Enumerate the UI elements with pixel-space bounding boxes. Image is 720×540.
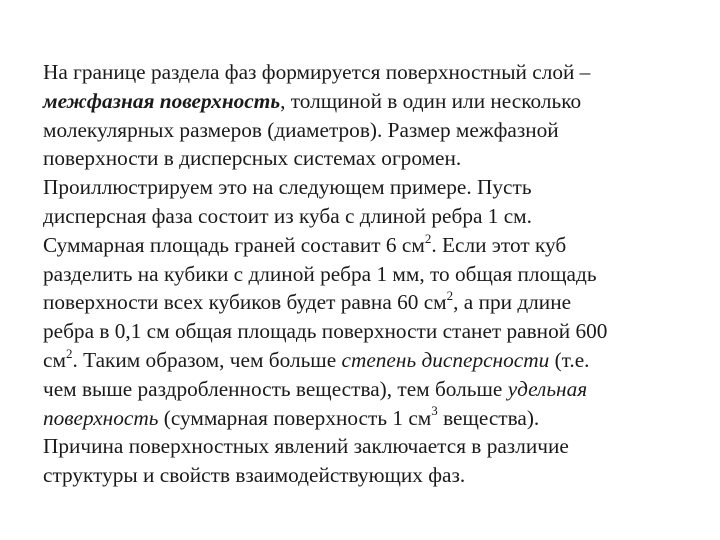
text-run: поверхности всех кубиков будет равна 60 см bbox=[43, 290, 447, 315]
text-run: поверхности в дисперсных системах огромен. bbox=[43, 146, 462, 171]
text-line bbox=[43, 461, 693, 490]
text-line bbox=[43, 144, 693, 173]
text-run: , а при длине bbox=[453, 290, 572, 315]
text-run: На границе раздела фаз формируется поверхностный слой – bbox=[43, 60, 591, 84]
text-run: вещества). bbox=[437, 405, 540, 430]
text-run: дисперсная фаза состоит из куба с длиной ребра 1 см. bbox=[43, 203, 532, 228]
text-line bbox=[43, 288, 693, 317]
text-run: . Таким образом, чем больше bbox=[72, 347, 342, 372]
text-run: Проиллюстрируем это на следующем примере. Пусть bbox=[43, 175, 532, 200]
text-run: , толщиной в один или несколько bbox=[280, 88, 582, 113]
text-line bbox=[43, 202, 693, 231]
text-run: разделить на кубики с длиной ребра 1 мм, то общая площадь bbox=[43, 261, 597, 286]
text-line bbox=[43, 432, 693, 461]
text-run: ребра в 0,1 см общая площадь поверхности станет равной 600 bbox=[43, 319, 608, 344]
term-surface: поверхность bbox=[43, 405, 159, 430]
text-run: чем выше раздробленность вещества), тем больше bbox=[43, 376, 508, 401]
text-line bbox=[43, 87, 693, 116]
text-line bbox=[43, 231, 693, 260]
text-run: . Если этот куб bbox=[431, 232, 567, 257]
text-run: молекулярных размеров (диаметров). Размер межфазной bbox=[43, 117, 559, 142]
text-line bbox=[43, 173, 693, 202]
superscript: 2 bbox=[424, 230, 432, 246]
superscript: 2 bbox=[446, 288, 454, 304]
superscript: 2 bbox=[65, 345, 73, 361]
text-run: см bbox=[43, 347, 66, 372]
text-line bbox=[43, 116, 693, 145]
text-run: Суммарная площадь граней составит 6 см bbox=[43, 232, 425, 257]
text-line bbox=[43, 317, 693, 346]
superscript: 3 bbox=[431, 403, 438, 419]
text-line bbox=[43, 375, 693, 404]
text-line bbox=[43, 404, 693, 433]
text-line bbox=[43, 260, 693, 289]
text-run: Причина поверхностных явлений заключается в различие bbox=[43, 434, 569, 459]
term-specific: удельная bbox=[507, 376, 588, 401]
term-interfacial-surface: межфазная поверхность bbox=[43, 88, 281, 113]
text-line bbox=[43, 346, 693, 375]
term-dispersity-degree: степень дисперсности bbox=[341, 347, 550, 372]
body-paragraph bbox=[43, 58, 693, 490]
text-run: структуры и свойств взаимодействующих фаз. bbox=[43, 463, 466, 488]
text-line bbox=[43, 58, 693, 87]
text-run: (суммарная поверхность 1 см bbox=[158, 405, 432, 430]
text-run: (т.е. bbox=[549, 347, 590, 372]
